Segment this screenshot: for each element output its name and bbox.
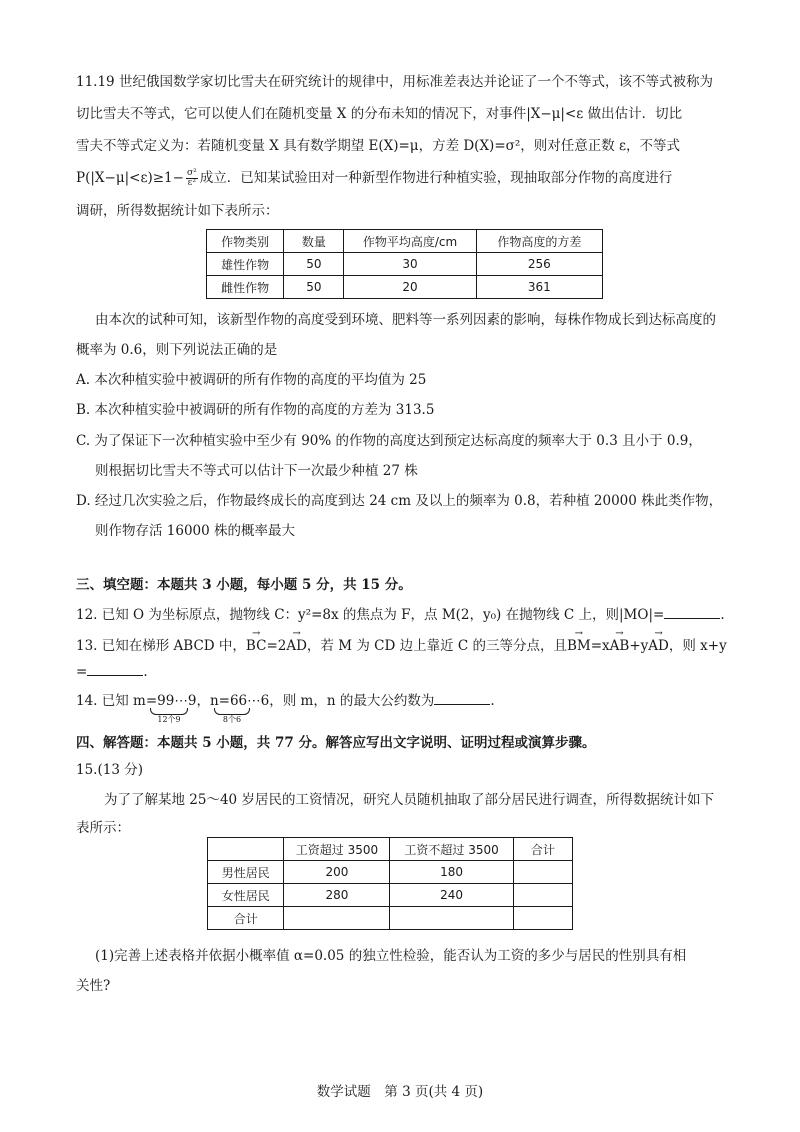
q15-line-1: 为了了解某地 25～40 岁居民的工资情况，研究人员随机抽取了部分居民进行调查，所得数据统计如下 [104, 792, 714, 808]
table-cell: 雄性作物 [207, 253, 284, 276]
table-cell: 200 [284, 861, 390, 884]
q14 [76, 690, 495, 711]
table-cell: 雌性作物 [207, 276, 284, 299]
q11-option-d-line-1: D. 经过几次实验之后，作物最终成长的高度到达 24 cm 及以上的频率为 0.8，若种植 20000 株此类作物， [76, 493, 723, 509]
page-footer: 数学试题 第 3 页(共 4 页) [316, 1084, 484, 1100]
table-header-cell: 作物高度的方差 [476, 230, 602, 253]
q12 [76, 604, 725, 625]
table-header-cell: 作物类别 [207, 230, 284, 253]
vector-ab: → AB [610, 636, 630, 656]
m-digit-brace [150, 708, 188, 725]
table-row [208, 861, 573, 884]
section-4-heading: 四、解答题：本题共 5 小题，共 77 分。解答应写出文字说明、证明过程或演算步骤。 [76, 735, 596, 751]
q13-part: +y [629, 638, 649, 654]
q13-line-2 [76, 661, 148, 682]
q11-line-4-end: 成立．已知某试验田对一种新型作物进行种植实验，现抽取部分作物的高度进行 [199, 170, 673, 186]
table-cell: 180 [390, 861, 513, 884]
fraction-numerator: σ² [186, 168, 197, 178]
q11-line-2: 切比雪夫不等式，它可以使人们在随机变量 X 的分布未知的情况下，对事件|X−μ|<ε 做出估计．切比 [76, 106, 683, 122]
q11-line-3: 雪夫不等式定义为：若随机变量 X 具有数学期望 E(X)=μ，方差 D(X)=σ²，则对任意正数 ε，不等式 [76, 138, 681, 154]
table-header-cell: 工资超过 3500 [284, 838, 390, 861]
section-3-heading: 三、填空题：本题共 3 小题，每小题 5 分，共 15 分。 [76, 577, 412, 593]
vector-bc: → BC [246, 636, 267, 656]
q11-option-c-line-1: C. 为了保证下一次种植实验中至少有 90% 的作物的高度达到预定达标高度的频率大于 0.3 且小于 0.9， [76, 433, 702, 449]
q11-option-b: B. 本次种植实验中被调研的所有作物的高度的方差为 313.5 [76, 402, 435, 418]
table-cell: 361 [476, 276, 602, 299]
q12-text: 12. 已知 O 为坐标原点，抛物线 C：y²=8x 的焦点为 F，点 M(2，y₀) 在抛物线 C 上，则|MO|= [76, 607, 665, 623]
q13-part: =2 [266, 638, 287, 654]
q11-line-4-start: P(|X−μ|<ε)≥1− [76, 170, 184, 186]
table-row [208, 884, 573, 907]
table-header-cell: 作物平均高度/cm [344, 230, 476, 253]
fraction-denominator: ε² [187, 178, 196, 188]
q13-equals: = [76, 664, 88, 680]
q13-line-1 [76, 636, 727, 656]
crop-data-table [206, 229, 603, 299]
table-cell: 240 [390, 884, 513, 907]
table-cell: 50 [284, 253, 344, 276]
vector-bm: → BM [567, 636, 591, 656]
n-digit-note: 8个6 [222, 715, 242, 724]
q13-part: ，则 x+y [668, 638, 727, 654]
table-header-cell [208, 838, 284, 861]
q11-option-c-line-2: 则根据切比雪夫不等式可以估计下一次最少种植 27 株 [95, 463, 418, 479]
table-header-row [208, 838, 573, 861]
table-header-cell: 合计 [513, 838, 572, 861]
q14-answer-blank [434, 690, 490, 705]
q15-line-2: 表所示： [76, 820, 130, 836]
table-header-cell: 数量 [284, 230, 344, 253]
q15-sub-1-line-2: 关性? [76, 978, 111, 994]
salary-contingency-table [207, 837, 573, 930]
q13-answer-blank [87, 661, 143, 676]
table-cell: 20 [344, 276, 476, 299]
table-cell [513, 861, 572, 884]
q11-line-6: 由本次的试种可知，该新型作物的高度受到环境、肥料等一系列因素的影响，每株作物成长到达标高度的 [95, 312, 716, 328]
q11-option-a: A. 本次种植实验中被调研的所有作物的高度的平均值为 25 [76, 372, 427, 388]
table-cell: 256 [476, 253, 602, 276]
q13-part: 13. 已知在梯形 ABCD 中， [76, 638, 246, 654]
vector-ad: → AD [286, 636, 307, 656]
q11-line-7: 概率为 0.6，则下列说法正确的是 [76, 342, 278, 358]
m-digit-note: 12个9 [157, 715, 181, 724]
n-digit-brace [214, 708, 250, 725]
q15-heading: 15.(13 分) [76, 762, 143, 778]
q11-line-5: 调研，所得数据统计如下表所示： [76, 203, 279, 219]
q11-line-1: 11.19 世纪俄国数学家切比雪夫在研究统计的规律中，用标准差表达并论证了一个不等式，该不等式被称为 [76, 74, 713, 90]
table-cell: 男性居民 [208, 861, 284, 884]
brace-shape [214, 708, 250, 715]
q14-part: ，n= [196, 693, 230, 709]
table-cell [390, 907, 513, 930]
table-header-cell: 工资不超过 3500 [390, 838, 513, 861]
table-row [208, 907, 573, 930]
table-cell [513, 884, 572, 907]
q14-m-value: 99⋯9 [157, 693, 197, 709]
table-cell: 女性居民 [208, 884, 284, 907]
q13-part: =x [590, 638, 610, 654]
table-cell [284, 907, 390, 930]
brace-shape [150, 708, 188, 715]
q12-answer-blank [664, 604, 720, 619]
q14-part: ，则 m，n 的最大公约数为 [269, 693, 435, 709]
table-cell: 30 [344, 253, 476, 276]
vector-ad: → AD [648, 636, 669, 656]
table-cell: 280 [284, 884, 390, 907]
sigma-over-epsilon-fraction [186, 169, 198, 188]
table-row [207, 276, 603, 299]
q14-period: . [490, 693, 495, 709]
q13-period: . [143, 664, 148, 680]
table-cell: 50 [284, 276, 344, 299]
q15-sub-1-line-1: (1)完善上述表格并依据小概率值 α=0.05 的独立性检验，能否认为工资的多少与居民的性别具有相 [95, 948, 687, 964]
q11-line-4 [76, 168, 672, 188]
table-cell: 合计 [208, 907, 284, 930]
q13-part: ，若 M 为 CD 边上靠近 C 的三等分点，且 [306, 638, 567, 654]
q12-period: . [720, 607, 725, 623]
q14-n-value: 66⋯6 [229, 693, 270, 709]
table-cell [513, 907, 572, 930]
q14-part: 14. 已知 m= [76, 693, 158, 709]
q11-option-d-line-2: 则作物存活 16000 株的概率最大 [95, 523, 296, 539]
table-header-row [207, 230, 603, 253]
table-row [207, 253, 603, 276]
